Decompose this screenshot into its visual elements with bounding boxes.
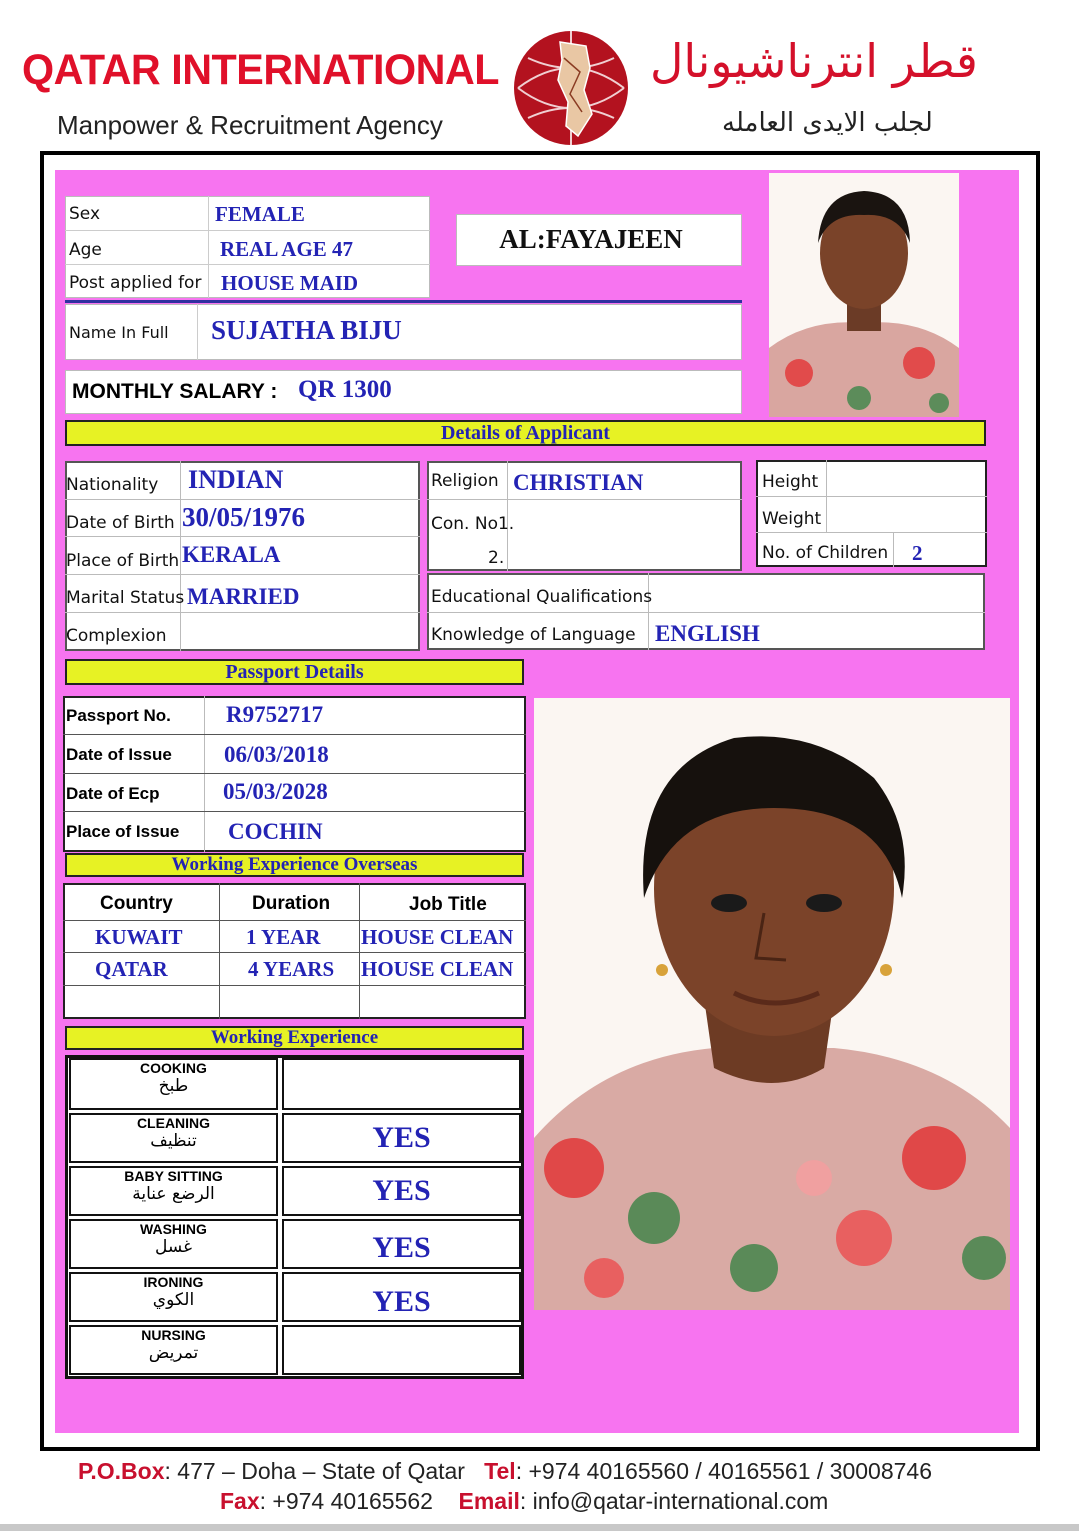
col-duration: Duration (252, 893, 331, 914)
skill-name-arabic: غسل (155, 1237, 192, 1257)
overseas-heading: Working Experience Overseas (65, 853, 524, 877)
skill-name: COOKING (140, 1060, 207, 1076)
age-label: Age (69, 240, 102, 260)
passport-heading: Passport Details (65, 659, 524, 685)
religion-label: Religion (431, 471, 499, 491)
nationality-value: INDIAN (188, 465, 284, 494)
marital-value: MARRIED (187, 584, 300, 609)
skill-value: YES (372, 1285, 431, 1318)
age-value: REAL AGE 47 (220, 237, 354, 261)
nationality-label: Nationality (66, 475, 159, 495)
con2-label: 2. (488, 548, 505, 568)
company-subtitle: Manpower & Recruitment Agency (57, 110, 443, 140)
weight-label: Weight (762, 509, 822, 529)
skill-cleaning-value-cell (282, 1113, 521, 1163)
company-subtitle-arabic: لجلب الايدى العامله (722, 108, 933, 138)
footer-address-line (78, 1458, 932, 1485)
issue-date-label: Date of Issue (66, 745, 172, 764)
passport-no-value: R9752717 (226, 702, 324, 727)
marital-label: Marital Status (66, 588, 185, 608)
agency-ref: AL:FAYAJEEN (499, 224, 683, 254)
skill-value: YES (372, 1174, 431, 1207)
skill-value: YES (372, 1231, 431, 1264)
dob-label: Date of Birth (66, 513, 175, 533)
footer-contact-line (220, 1488, 828, 1515)
skill-baby-sitting-value-cell (282, 1166, 521, 1216)
skill-name-arabic: طبخ (158, 1076, 189, 1096)
email-label: Email (458, 1488, 520, 1514)
company-name: QATAR INTERNATIONAL (22, 46, 500, 94)
pobox-value: : 477 – Doha – State of Qatar (164, 1458, 465, 1484)
sex-label: Sex (69, 204, 101, 224)
details-heading: Details of Applicant (65, 420, 986, 446)
col-job-title: Job Title (409, 894, 487, 915)
place-issue-value: COCHIN (228, 819, 323, 844)
skill-nursing-value-cell (282, 1325, 521, 1375)
children-label: No. of Children (762, 543, 889, 563)
language-value: ENGLISH (655, 621, 760, 646)
skill-baby-sitting (69, 1166, 278, 1216)
applicant-photo-small (769, 173, 959, 417)
dob-value: 30/05/1976 (182, 502, 306, 532)
skill-name-arabic: تمريض (148, 1343, 199, 1363)
passport-no-label: Passport No. (66, 706, 171, 725)
expiry-date-value: 05/03/2028 (223, 779, 328, 804)
skill-name: IRONING (143, 1274, 204, 1290)
company-name-arabic: قطر انترناشيونال (650, 34, 978, 88)
fax-value: : +974 40165562 (259, 1488, 433, 1514)
skill-cooking (69, 1058, 278, 1110)
sex-value: FEMALE (215, 202, 305, 226)
education-label: Educational Qualifications (431, 587, 653, 607)
overseas-job-1: HOUSE CLEAN (361, 925, 514, 949)
globe-logo-icon (508, 28, 634, 148)
expiry-date-label: Date of Ecp (66, 784, 160, 803)
height-label: Height (762, 472, 819, 492)
full-name: SUJATHA BIJU (211, 315, 402, 345)
complexion-label: Complexion (66, 626, 167, 646)
issue-date-value: 06/03/2018 (224, 742, 329, 767)
overseas-duration-2: 4 YEARS (248, 957, 335, 981)
skill-value: YES (372, 1121, 431, 1154)
skill-ironing-value-cell (282, 1272, 521, 1322)
place-issue-label: Place of Issue (66, 822, 180, 841)
language-label: Knowledge of Language (431, 625, 636, 645)
skill-ironing (69, 1272, 278, 1322)
children-value: 2 (912, 541, 923, 565)
email-value[interactable]: : info@qatar-international.com (519, 1488, 829, 1514)
skill-nursing (69, 1325, 278, 1375)
skill-name-arabic: تنظيف (150, 1131, 197, 1151)
overseas-country-1: KUWAIT (95, 925, 183, 949)
skill-name-arabic: الكوي (152, 1290, 195, 1310)
bottom-strip (0, 1524, 1079, 1531)
post-value: HOUSE MAID (221, 271, 359, 295)
skill-cooking-value-cell (282, 1058, 521, 1110)
skill-name: CLEANING (136, 1115, 211, 1131)
religion-value: CHRISTIAN (513, 470, 644, 495)
experience-heading: Working Experience (65, 1026, 524, 1050)
skill-cleaning (69, 1113, 278, 1163)
pobox-label: P.O.Box (78, 1458, 165, 1484)
salary-value: QR 1300 (298, 376, 392, 403)
overseas-job-2: HOUSE CLEAN (361, 957, 514, 981)
skill-name: WASHING (140, 1221, 207, 1237)
applicant-photo-large (534, 698, 1010, 1310)
pob-label: Place of Birth (66, 551, 180, 571)
name-label: Name In Full (69, 323, 169, 342)
skill-name: BABY SITTING (124, 1168, 223, 1184)
tel-label: Tel (484, 1458, 516, 1484)
post-label: Post applied for (69, 273, 202, 293)
pob-value: KERALA (182, 542, 281, 567)
col-country: Country (100, 893, 173, 914)
skill-washing (69, 1219, 278, 1269)
tel-value: : +974 40165560 / 40165561 / 30008746 (515, 1458, 933, 1484)
skill-name: NURSING (141, 1327, 206, 1343)
skill-washing-value-cell (282, 1219, 521, 1269)
skill-name-arabic: الرضع عناية (132, 1184, 215, 1204)
overseas-country-2: QATAR (95, 957, 168, 981)
salary-label: MONTHLY SALARY : (72, 380, 278, 403)
overseas-duration-1: 1 YEAR (246, 925, 321, 949)
fax-label: Fax (220, 1488, 260, 1514)
con1-label: Con. No1. (431, 514, 515, 534)
